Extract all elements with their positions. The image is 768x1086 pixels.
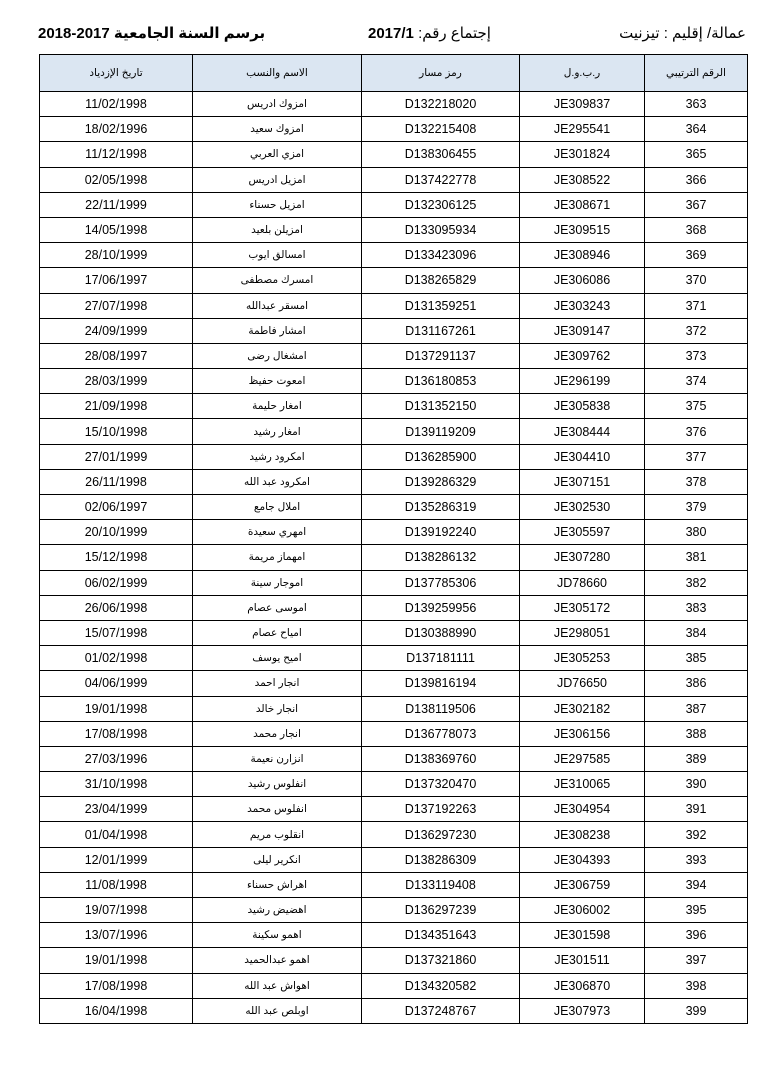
- cell-birth-date: 17/06/1997: [40, 268, 193, 293]
- cell-cin: JE309837: [520, 92, 645, 117]
- cell-massar-code: D137422778: [362, 167, 520, 192]
- cell-cin: JE309762: [520, 343, 645, 368]
- table-row: [40, 620, 748, 645]
- cell-massar-code: D131359251: [362, 293, 520, 318]
- cell-cin: JE306086: [520, 268, 645, 293]
- cell-rank: 397: [645, 948, 748, 973]
- cell-cin: JE303243: [520, 293, 645, 318]
- cell-cin: JE305838: [520, 394, 645, 419]
- academic-year-value: 2018-2017: [38, 25, 110, 42]
- cell-name: امهماز مريمة: [193, 545, 362, 570]
- cell-cin: JE295541: [520, 117, 645, 142]
- cell-birth-date: 18/02/1996: [40, 117, 193, 142]
- cell-cin: JE307973: [520, 998, 645, 1023]
- cell-massar-code: D138306455: [362, 142, 520, 167]
- cell-birth-date: 11/08/1998: [40, 872, 193, 897]
- cell-birth-date: 26/11/1998: [40, 469, 193, 494]
- table-row: [40, 495, 748, 520]
- cell-name: اهمو عبدالحميد: [193, 948, 362, 973]
- cell-rank: 376: [645, 419, 748, 444]
- cell-massar-code: D137192263: [362, 797, 520, 822]
- cell-birth-date: 26/06/1998: [40, 595, 193, 620]
- table-row: [40, 898, 748, 923]
- cell-massar-code: D138369760: [362, 746, 520, 771]
- table-row: [40, 167, 748, 192]
- cell-rank: 381: [645, 545, 748, 570]
- cell-rank: 395: [645, 898, 748, 923]
- meeting-number: [368, 24, 491, 42]
- cell-name: امغار حليمة: [193, 394, 362, 419]
- cell-cin: JE304410: [520, 444, 645, 469]
- cell-rank: 365: [645, 142, 748, 167]
- cell-birth-date: 21/09/1998: [40, 394, 193, 419]
- cell-birth-date: 15/12/1998: [40, 545, 193, 570]
- cell-rank: 374: [645, 369, 748, 394]
- cell-name: امزيل حسناء: [193, 192, 362, 217]
- cell-name: انكرير ليلى: [193, 847, 362, 872]
- table-row: [40, 394, 748, 419]
- cell-rank: 384: [645, 620, 748, 645]
- cell-rank: 380: [645, 520, 748, 545]
- cell-name: انجار خالد: [193, 696, 362, 721]
- cell-cin: JE310065: [520, 772, 645, 797]
- table-row: [40, 671, 748, 696]
- cell-massar-code: D138286309: [362, 847, 520, 872]
- cell-rank: 385: [645, 646, 748, 671]
- cell-rank: 382: [645, 570, 748, 595]
- cell-massar-code: D133095934: [362, 217, 520, 242]
- cell-name: انفلوس محمد: [193, 797, 362, 822]
- table-row: [40, 646, 748, 671]
- cell-name: انقلوب مريم: [193, 822, 362, 847]
- cell-rank: 368: [645, 217, 748, 242]
- cell-name: امزيل ادريس: [193, 167, 362, 192]
- cell-rank: 363: [645, 92, 748, 117]
- cell-cin: JE302530: [520, 495, 645, 520]
- cell-birth-date: 04/06/1999: [40, 671, 193, 696]
- table-row: [40, 318, 748, 343]
- cell-massar-code: D139816194: [362, 671, 520, 696]
- cell-birth-date: 28/10/1999: [40, 243, 193, 268]
- cell-cin: JE301598: [520, 923, 645, 948]
- cell-rank: 370: [645, 268, 748, 293]
- cell-birth-date: 23/04/1999: [40, 797, 193, 822]
- table-row: [40, 268, 748, 293]
- cell-birth-date: 02/06/1997: [40, 495, 193, 520]
- table-row: [40, 419, 748, 444]
- cell-cin: JE308238: [520, 822, 645, 847]
- academic-year: [38, 24, 265, 42]
- cell-birth-date: 19/01/1998: [40, 696, 193, 721]
- cell-rank: 369: [645, 243, 748, 268]
- cell-name: اميح يوسف: [193, 646, 362, 671]
- cell-birth-date: 19/07/1998: [40, 898, 193, 923]
- column-header-birth-date: تاريخ الإزدياد: [40, 55, 193, 92]
- cell-name: امياح عصام: [193, 620, 362, 645]
- cell-birth-date: 31/10/1998: [40, 772, 193, 797]
- cell-name: اهضيض رشيد: [193, 898, 362, 923]
- province: عمالة/ إقليم : تيزنيت: [619, 25, 746, 42]
- cell-birth-date: 11/12/1998: [40, 142, 193, 167]
- academic-year-label: برسم السنة الجامعية: [113, 25, 266, 42]
- cell-massar-code: D137785306: [362, 570, 520, 595]
- cell-name: امشار فاطمة: [193, 318, 362, 343]
- table-body: [40, 92, 748, 1024]
- table-row: [40, 369, 748, 394]
- cell-massar-code: D135286319: [362, 495, 520, 520]
- cell-name: اموجار سينة: [193, 570, 362, 595]
- cell-rank: 366: [645, 167, 748, 192]
- column-header-cin: ر.ب.و.ل: [520, 55, 645, 92]
- cell-massar-code: D136285900: [362, 444, 520, 469]
- cell-cin: JD76650: [520, 671, 645, 696]
- cell-name: امهري سعيدة: [193, 520, 362, 545]
- cell-name: امسقر عبدالله: [193, 293, 362, 318]
- cell-birth-date: 15/07/1998: [40, 620, 193, 645]
- cell-birth-date: 02/05/1998: [40, 167, 193, 192]
- table-row: [40, 545, 748, 570]
- table-row: [40, 872, 748, 897]
- cell-massar-code: D131167261: [362, 318, 520, 343]
- cell-rank: 386: [645, 671, 748, 696]
- table-row: [40, 469, 748, 494]
- table-row: [40, 142, 748, 167]
- column-header-massar-code: رمز مسار: [362, 55, 520, 92]
- cell-massar-code: D131352150: [362, 394, 520, 419]
- table-row: [40, 92, 748, 117]
- cell-massar-code: D132306125: [362, 192, 520, 217]
- cell-birth-date: 12/01/1999: [40, 847, 193, 872]
- document-header: [38, 20, 746, 50]
- cell-massar-code: D136297230: [362, 822, 520, 847]
- cell-massar-code: D137321860: [362, 948, 520, 973]
- cell-birth-date: 27/03/1996: [40, 746, 193, 771]
- cell-name: امسرك مصطفى: [193, 268, 362, 293]
- table-row: [40, 696, 748, 721]
- cell-massar-code: D139119209: [362, 419, 520, 444]
- cell-name: امكرود رشيد: [193, 444, 362, 469]
- cell-rank: 389: [645, 746, 748, 771]
- cell-birth-date: 20/10/1999: [40, 520, 193, 545]
- cell-cin: JE305597: [520, 520, 645, 545]
- cell-birth-date: 17/08/1998: [40, 721, 193, 746]
- cell-massar-code: D138265829: [362, 268, 520, 293]
- cell-name: انزارن نعيمة: [193, 746, 362, 771]
- cell-cin: JE306002: [520, 898, 645, 923]
- cell-cin: JE308671: [520, 192, 645, 217]
- student-roster-table: [39, 54, 748, 1024]
- table-row: [40, 570, 748, 595]
- cell-name: اموسى عصام: [193, 595, 362, 620]
- cell-name: اوبلص عبد الله: [193, 998, 362, 1023]
- table-row: [40, 847, 748, 872]
- table-row: [40, 772, 748, 797]
- cell-cin: JE305253: [520, 646, 645, 671]
- cell-birth-date: 13/07/1996: [40, 923, 193, 948]
- cell-massar-code: D136180853: [362, 369, 520, 394]
- cell-rank: 377: [645, 444, 748, 469]
- cell-massar-code: D130388990: [362, 620, 520, 645]
- cell-birth-date: 28/08/1997: [40, 343, 193, 368]
- cell-birth-date: 27/07/1998: [40, 293, 193, 318]
- table-row: [40, 746, 748, 771]
- cell-massar-code: D139192240: [362, 520, 520, 545]
- cell-cin: JE298051: [520, 620, 645, 645]
- cell-name: امزي العربي: [193, 142, 362, 167]
- cell-birth-date: 06/02/1999: [40, 570, 193, 595]
- column-header-rank: الرقم الترتيبي: [645, 55, 748, 92]
- cell-massar-code: D137248767: [362, 998, 520, 1023]
- cell-massar-code: D137291137: [362, 343, 520, 368]
- table-row: [40, 192, 748, 217]
- cell-name: امزوك ادريس: [193, 92, 362, 117]
- cell-name: اهمو سكينة: [193, 923, 362, 948]
- cell-massar-code: D137320470: [362, 772, 520, 797]
- cell-massar-code: D138119506: [362, 696, 520, 721]
- cell-birth-date: 27/01/1999: [40, 444, 193, 469]
- cell-cin: JE308946: [520, 243, 645, 268]
- cell-massar-code: D132215408: [362, 117, 520, 142]
- table-row: [40, 293, 748, 318]
- table-row: [40, 721, 748, 746]
- cell-rank: 393: [645, 847, 748, 872]
- cell-name: امسالق ايوب: [193, 243, 362, 268]
- cell-massar-code: D133423096: [362, 243, 520, 268]
- table-row: [40, 822, 748, 847]
- cell-cin: JE307151: [520, 469, 645, 494]
- cell-birth-date: 28/03/1999: [40, 369, 193, 394]
- cell-massar-code: D139286329: [362, 469, 520, 494]
- cell-rank: 372: [645, 318, 748, 343]
- cell-rank: 373: [645, 343, 748, 368]
- cell-name: امغار رشيد: [193, 419, 362, 444]
- table-row: [40, 923, 748, 948]
- cell-massar-code: D134320582: [362, 973, 520, 998]
- cell-cin: JE296199: [520, 369, 645, 394]
- cell-massar-code: D137181111: [362, 646, 520, 671]
- table-row: [40, 117, 748, 142]
- cell-cin: JE302182: [520, 696, 645, 721]
- cell-rank: 383: [645, 595, 748, 620]
- cell-name: امكرود عبد الله: [193, 469, 362, 494]
- table-header-row: [40, 55, 748, 92]
- cell-name: امعوت حفيظ: [193, 369, 362, 394]
- cell-name: اهواش عبد الله: [193, 973, 362, 998]
- cell-cin: JE309147: [520, 318, 645, 343]
- table-row: [40, 243, 748, 268]
- cell-name: امشغال رضى: [193, 343, 362, 368]
- cell-cin: JE306870: [520, 973, 645, 998]
- cell-cin: JE306759: [520, 872, 645, 897]
- cell-cin: JE308444: [520, 419, 645, 444]
- column-header-name: الاسم والنسب: [193, 55, 362, 92]
- table-row: [40, 444, 748, 469]
- cell-cin: JE304393: [520, 847, 645, 872]
- cell-massar-code: D139259956: [362, 595, 520, 620]
- cell-birth-date: 16/04/1998: [40, 998, 193, 1023]
- cell-name: امزوك سعيد: [193, 117, 362, 142]
- cell-name: اهراش حسناء: [193, 872, 362, 897]
- meeting-label: إجتماع رقم:: [418, 25, 491, 42]
- cell-birth-date: 01/04/1998: [40, 822, 193, 847]
- table-row: [40, 948, 748, 973]
- table-row: [40, 797, 748, 822]
- cell-birth-date: 19/01/1998: [40, 948, 193, 973]
- cell-rank: 394: [645, 872, 748, 897]
- cell-massar-code: D136778073: [362, 721, 520, 746]
- cell-rank: 399: [645, 998, 748, 1023]
- cell-rank: 390: [645, 772, 748, 797]
- cell-birth-date: 17/08/1998: [40, 973, 193, 998]
- cell-rank: 364: [645, 117, 748, 142]
- cell-birth-date: 22/11/1999: [40, 192, 193, 217]
- cell-rank: 379: [645, 495, 748, 520]
- cell-massar-code: D133119408: [362, 872, 520, 897]
- cell-rank: 378: [645, 469, 748, 494]
- cell-cin: JE301824: [520, 142, 645, 167]
- meeting-value: 2017/1: [368, 25, 414, 42]
- cell-name: انجار احمد: [193, 671, 362, 696]
- cell-rank: 398: [645, 973, 748, 998]
- cell-birth-date: 15/10/1998: [40, 419, 193, 444]
- cell-rank: 396: [645, 923, 748, 948]
- table-row: [40, 217, 748, 242]
- cell-cin: JE297585: [520, 746, 645, 771]
- cell-name: امزيلن بلعيد: [193, 217, 362, 242]
- cell-birth-date: 24/09/1999: [40, 318, 193, 343]
- cell-cin: JE304954: [520, 797, 645, 822]
- cell-rank: 387: [645, 696, 748, 721]
- cell-name: انجار محمد: [193, 721, 362, 746]
- cell-birth-date: 01/02/1998: [40, 646, 193, 671]
- cell-cin: JE309515: [520, 217, 645, 242]
- cell-name: املال جامع: [193, 495, 362, 520]
- cell-birth-date: 14/05/1998: [40, 217, 193, 242]
- table-row: [40, 998, 748, 1023]
- cell-cin: JE306156: [520, 721, 645, 746]
- table-row: [40, 520, 748, 545]
- cell-name: انفلوس رشيد: [193, 772, 362, 797]
- cell-rank: 388: [645, 721, 748, 746]
- cell-cin: JE301511: [520, 948, 645, 973]
- cell-cin: JE307280: [520, 545, 645, 570]
- cell-rank: 391: [645, 797, 748, 822]
- table-row: [40, 595, 748, 620]
- cell-cin: JE308522: [520, 167, 645, 192]
- cell-massar-code: D134351643: [362, 923, 520, 948]
- cell-massar-code: D132218020: [362, 92, 520, 117]
- cell-rank: 375: [645, 394, 748, 419]
- cell-massar-code: D136297239: [362, 898, 520, 923]
- cell-cin: JD78660: [520, 570, 645, 595]
- cell-rank: 371: [645, 293, 748, 318]
- table-row: [40, 973, 748, 998]
- cell-rank: 367: [645, 192, 748, 217]
- cell-massar-code: D138286132: [362, 545, 520, 570]
- table-row: [40, 343, 748, 368]
- cell-rank: 392: [645, 822, 748, 847]
- cell-birth-date: 11/02/1998: [40, 92, 193, 117]
- cell-cin: JE305172: [520, 595, 645, 620]
